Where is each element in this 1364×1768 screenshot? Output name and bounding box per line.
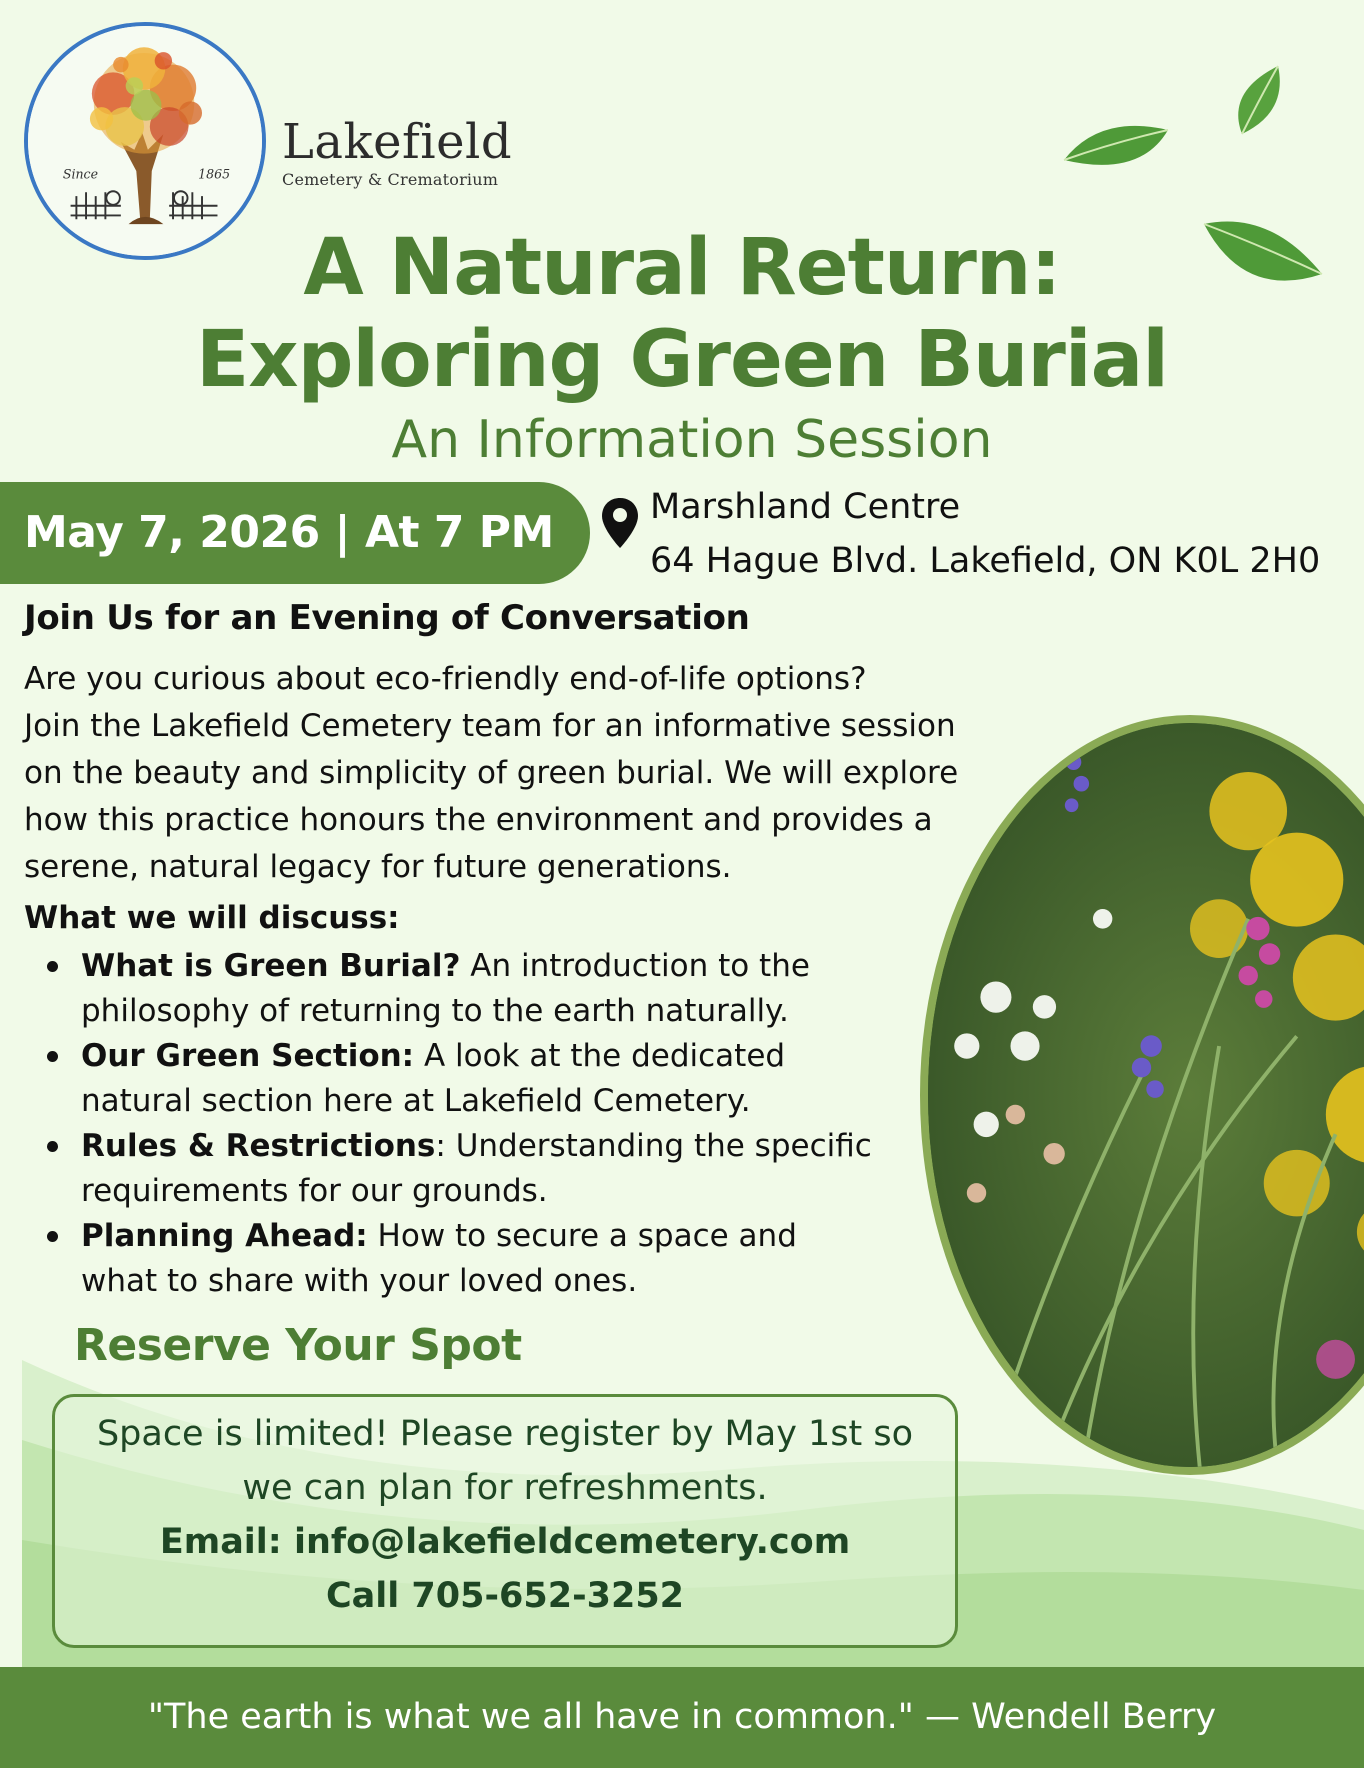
brand-subtitle: Cemetery & Crematorium: [282, 170, 499, 189]
title-line-1: A Natural Return:: [303, 223, 1061, 313]
title-line-2: Exploring Green Burial: [195, 315, 1168, 405]
brand-name: Lakefield: [282, 114, 513, 170]
list-item: [24, 1034, 924, 1124]
topic-text: what to share with your loved ones.: [81, 1263, 638, 1299]
venue-name: Marshland Centre: [650, 487, 961, 527]
topic-text: natural section here at Lakefield Cemetery.: [81, 1083, 751, 1119]
venue-address: 64 Hague Blvd. Lakefield, ON K0L 2H0: [650, 541, 1321, 581]
topic-text: requirements for our grounds.: [81, 1173, 548, 1209]
intro-heading: Join Us for an Evening of Conversation: [24, 598, 750, 638]
topic-text: A look at the dedicated: [414, 1038, 786, 1074]
page-title: [0, 222, 1364, 406]
bullet-icon: [47, 961, 58, 972]
topic-text: : Understanding the specific: [435, 1128, 872, 1164]
discussion-heading: What we will discuss:: [24, 900, 400, 936]
list-item: [24, 944, 924, 1034]
leaf-icon: [1060, 120, 1172, 182]
event-date-badge: May 7, 2026 | At 7 PM: [0, 482, 590, 584]
topic-text: philosophy of returning to the earth naturally.: [81, 993, 789, 1029]
list-item: [24, 1124, 924, 1214]
intro-line: serene, natural legacy for future generations.: [24, 849, 732, 885]
leaf-icon: [1230, 62, 1284, 138]
discussion-list: [24, 944, 924, 1304]
list-item: [24, 1214, 924, 1304]
since-year: 1865: [198, 166, 231, 182]
topic-title: Planning Ahead:: [81, 1218, 368, 1254]
location-pin-icon: [600, 496, 640, 550]
topic-title: Our Green Section:: [81, 1038, 415, 1074]
reserve-heading: Reserve Your Spot: [74, 1320, 522, 1371]
intro-paragraph: [24, 656, 1034, 891]
contact-phone[interactable]: Call 705-652-3252: [325, 1576, 685, 1616]
intro-line: Join the Lakefield Cemetery team for an informative session: [24, 708, 956, 744]
footer-quote: "The earth is what we all have in common." — Wendell Berry: [0, 1667, 1364, 1768]
intro-line: Are you curious about eco-friendly end-of-life options?: [24, 661, 867, 697]
intro-line: on the beauty and simplicity of green burial. We will explore: [24, 755, 959, 791]
contact-box: [52, 1394, 958, 1648]
intro-line: how this practice honours the environment and provides a: [24, 802, 933, 838]
brand: [282, 114, 513, 189]
topic-title: Rules & Restrictions: [81, 1128, 436, 1164]
page-subtitle: An Information Session: [391, 410, 993, 470]
event-venue: [650, 480, 1320, 588]
bullet-icon: [47, 1051, 58, 1062]
wildflower-image: [928, 723, 1364, 1467]
contact-email[interactable]: Email: info@lakefieldcemetery.com: [159, 1522, 851, 1562]
bullet-icon: [47, 1141, 58, 1152]
bullet-icon: [47, 1231, 58, 1242]
reserve-message: Space is limited! Please register by May 1st so: [96, 1414, 914, 1454]
topic-title: What is Green Burial?: [81, 948, 461, 984]
since-label: Since: [62, 166, 99, 182]
topic-text: An introduction to the: [460, 948, 810, 984]
reserve-message: we can plan for refreshments.: [242, 1468, 768, 1508]
topic-text: How to secure a space and: [367, 1218, 797, 1254]
